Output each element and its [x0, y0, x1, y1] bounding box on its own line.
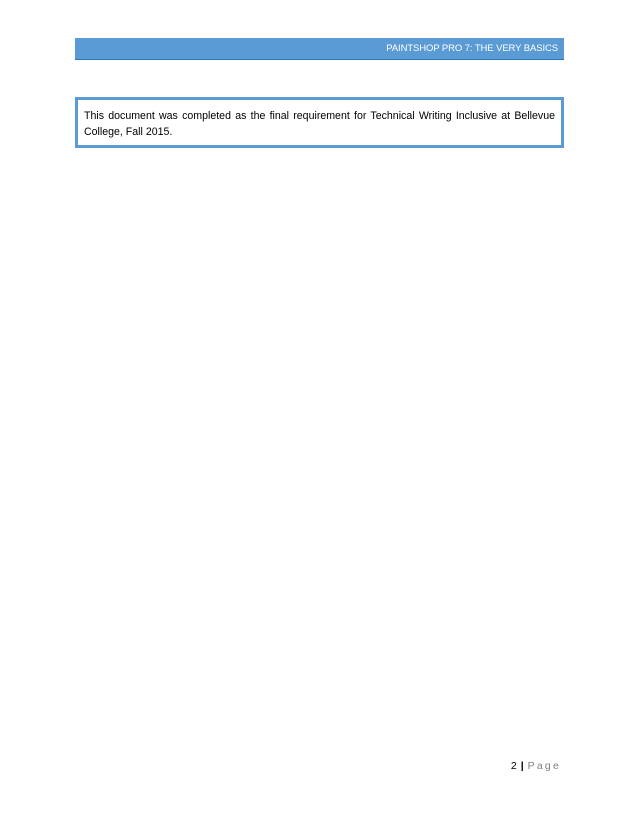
- page-label: Page: [527, 760, 561, 772]
- page-footer: [511, 760, 561, 772]
- page-header: [75, 38, 564, 60]
- page-number: 2: [510, 760, 517, 772]
- footer-separator: |: [520, 760, 524, 772]
- page-header-title: PAINTSHOP PRO 7: THE VERY BASICS: [386, 43, 558, 54]
- note-text: This document was completed as the final requirement for Technical Writing Inclusive at Bellevue College, Fall 2015.: [84, 110, 555, 138]
- note-box: [75, 97, 564, 148]
